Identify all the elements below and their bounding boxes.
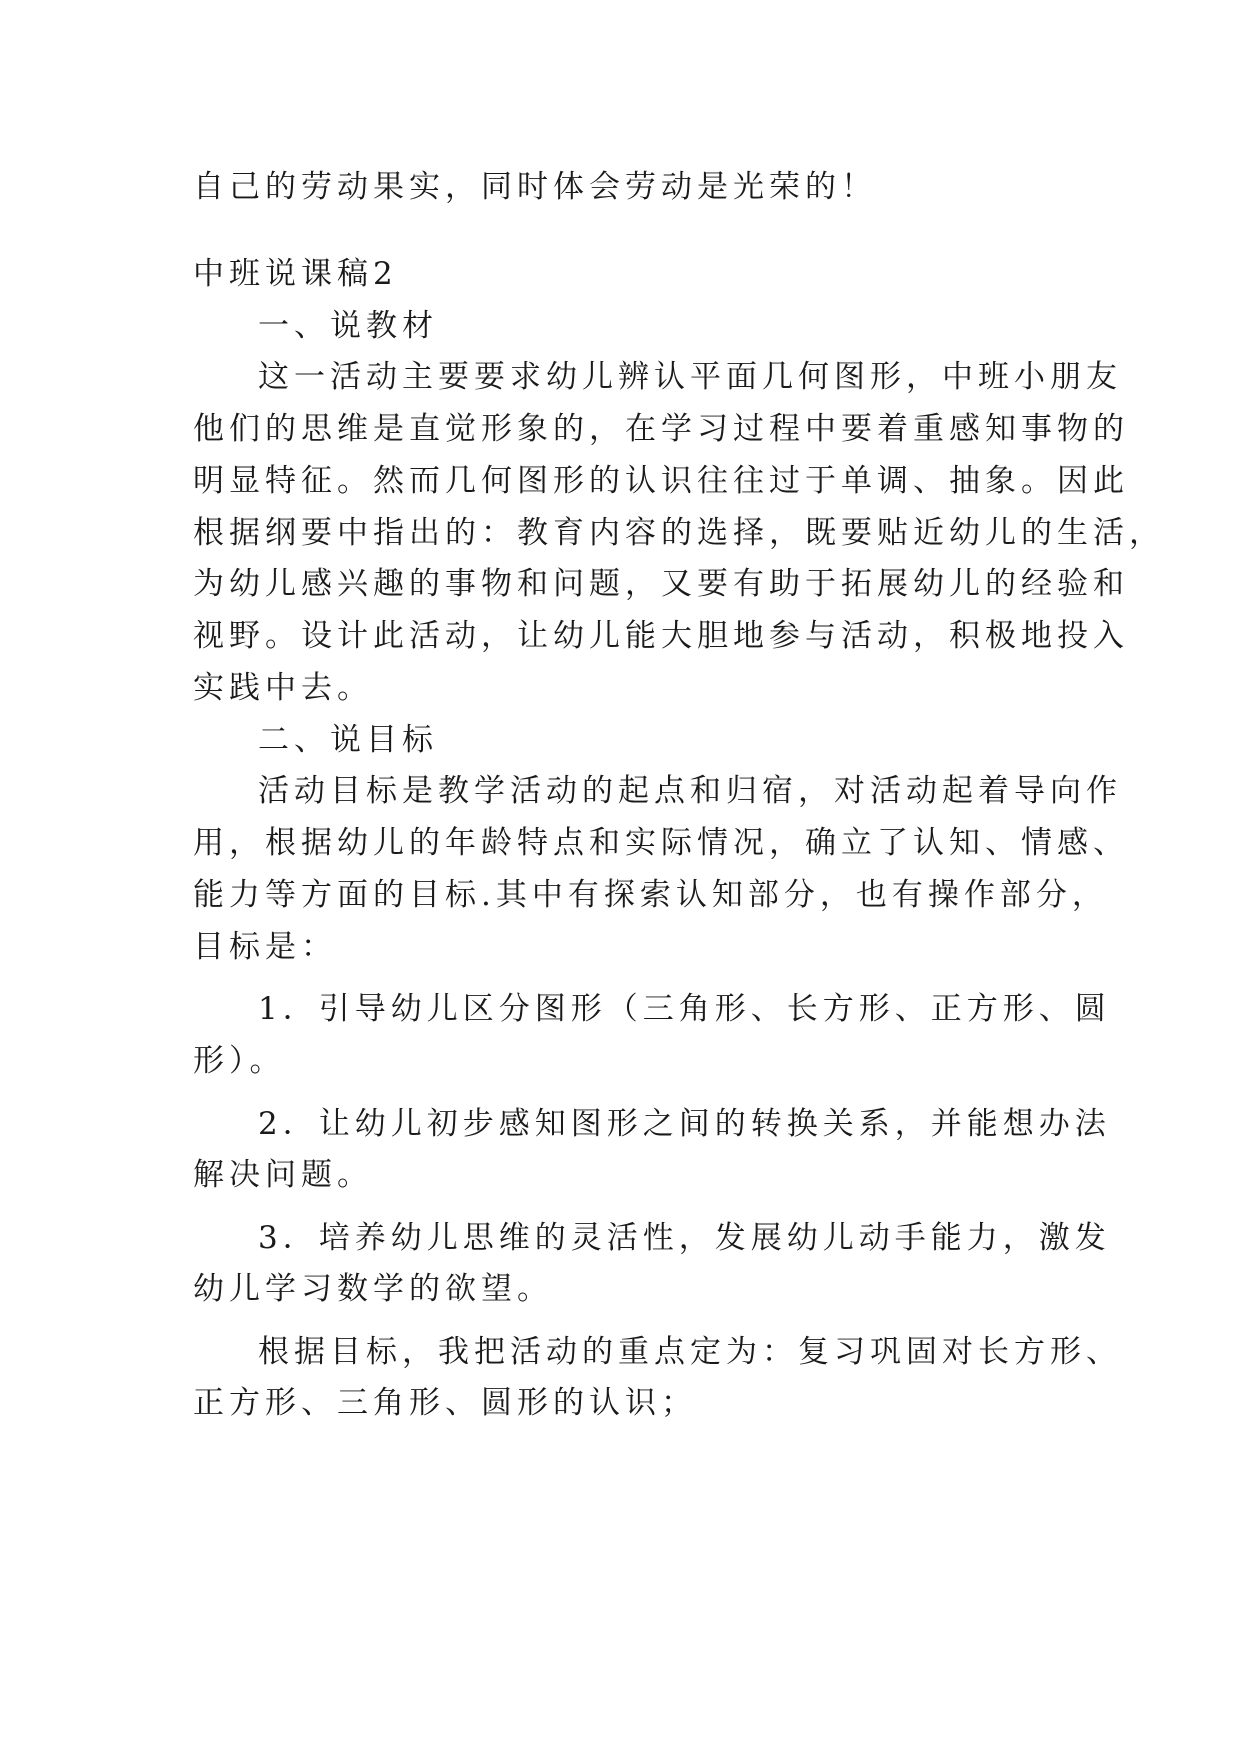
text-line: 视野。设计此活动，让幼儿能大胆地参与活动，积极地投入 [193, 618, 1129, 654]
text-line: 为幼儿感兴趣的事物和问题，又要有助于拓展幼儿的经验和 [193, 566, 1129, 602]
text-line: 明显特征。然而几何图形的认识往往过于单调、抽象。因此 [193, 463, 1129, 499]
text-line: 目标是： [193, 929, 337, 965]
text-line: 实践中去。 [193, 670, 373, 706]
text-line: 根据纲要中指出的：教育内容的选择，既要贴近幼儿的生活， [193, 515, 1165, 551]
text-line: 根据目标，我把活动的重点定为：复习巩固对长方形、 [258, 1334, 1122, 1370]
text-line: 这一活动主要要求幼儿辨认平面几何图形，中班小朋友 [258, 359, 1122, 395]
text-line: 用，根据幼儿的年龄特点和实际情况，确立了认知、情感、 [193, 825, 1129, 861]
list-item: 1．引导幼儿区分图形（三角形、长方形、正方形、圆 [258, 991, 1111, 1027]
text-line: 解决问题。 [193, 1157, 373, 1193]
heading-objectives: 二、说目标 [258, 722, 438, 758]
list-item: 3．培养幼儿思维的灵活性，发展幼儿动手能力，激发 [258, 1220, 1111, 1256]
heading-teaching-material: 一、说教材 [258, 308, 438, 344]
text-line: 正方形、三角形、圆形的认识； [193, 1385, 697, 1421]
text-line: 幼儿学习数学的欲望。 [193, 1271, 553, 1307]
list-item: 2．让幼儿初步感知图形之间的转换关系，并能想办法 [258, 1106, 1111, 1142]
section-title: 中班说课稿2 [193, 256, 398, 292]
text-line: 形）。 [193, 1043, 286, 1079]
text-line: 自己的劳动果实，同时体会劳动是光荣的！ [193, 169, 877, 205]
text-line: 活动目标是教学活动的起点和归宿，对活动起着导向作 [258, 773, 1122, 809]
text-line: 能力等方面的目标.其中有探索认知部分，也有操作部分， [193, 877, 1108, 913]
text-line: 他们的思维是直觉形象的，在学习过程中要着重感知事物的 [193, 411, 1129, 447]
